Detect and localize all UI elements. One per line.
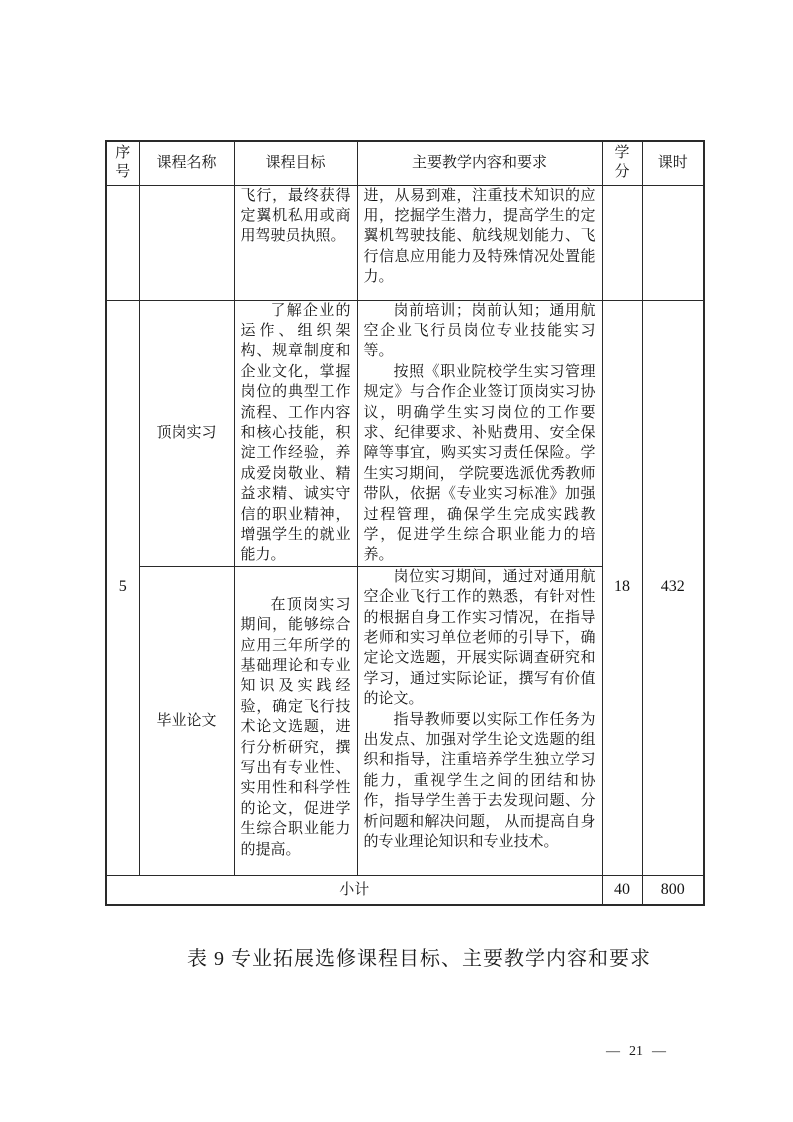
internship-content-cell — [357, 300, 602, 566]
table-caption: 表 9 专业拓展选修课程目标、主要教学内容和要求 — [187, 948, 651, 970]
continuation-course-name-cell — [139, 185, 234, 300]
row5-hours-cell: 432 — [642, 300, 704, 875]
header-objective — [234, 141, 357, 185]
internship-objective-cell — [234, 300, 357, 566]
row5-seq-cell: 5 — [106, 300, 139, 875]
header-course-name — [139, 141, 234, 185]
continuation-seq-cell — [106, 185, 139, 300]
header-content-label: 主要教学内容和要求 — [411, 155, 547, 172]
header-seq-label: 序号 — [115, 145, 131, 181]
thesis-content-p1: 岗位实习期间，通过对通用航空企业飞行工作的熟悉，有针对性的根据自身工作实习情况，在指导老师和实习单位老师的引导下，确定论文选题，开展实际调查研究和学习，通过实际论证，撰写有价值的论文。 — [363, 568, 596, 708]
page-number: 21 — [629, 1044, 643, 1059]
header-credits-label: 学分 — [614, 145, 630, 181]
internship-objective-text: 了解企业的运作、组织架构、规章制度和企业文化，掌握岗位的典型工作流程、工作内容和核心技能，积淀工作经验，养成爱岗敬业、精益求精、诚实守信的职业精神，增强学生的就业能力。 — [240, 302, 351, 564]
footer-right-dash: — — [652, 1044, 666, 1059]
page-footer — [606, 1044, 666, 1060]
subtotal-hours-cell: 800 — [642, 875, 704, 905]
continuation-hours-cell — [642, 185, 704, 300]
row5-credits-cell: 18 — [602, 300, 642, 875]
thesis-objective-cell — [234, 566, 357, 875]
continuation-objective-text: 飞行，最终获得定翼机私用或商用驾驶员执照。 — [240, 187, 351, 245]
table-header-row — [106, 141, 704, 185]
curriculum-table — [105, 140, 705, 906]
subtotal-label-cell: 小计 — [106, 875, 602, 905]
table-row-continuation — [106, 185, 704, 300]
internship-content-p2: 按照《职业院校学生实习管理规定》与合作企业签订顶岗实习协议，明确学生实习岗位的工作要求、纪律要求、补贴费用、安全保障等事宜，购买实习责任保险。学生实习期间， 学院要选派优秀教师带队，依据《专业实习标准》加强过程管理，确保学生完成实践教学，促进学生综合职业能力的培养。 — [363, 363, 596, 564]
thesis-course-name-cell: 毕业论文 — [139, 566, 234, 875]
thesis-content-p2: 指导教师要以实际工作任务为出发点、加强对学生论文选题的组织和指导，注重培养学生独立学习能力，重视学生之间的团结和协作，指导学生善于去发现问题、分析问题和解决问题， 从而提高自身的专业理论知识和专业技术。 — [363, 711, 596, 851]
continuation-credits-cell — [602, 185, 642, 300]
internship-course-name-cell: 顶岗实习 — [139, 300, 234, 566]
header-credits — [602, 141, 642, 185]
continuation-content-text: 进，从易到难，注重技术知识的应用，挖掘学生潜力，提高学生的定翼机驾驶技能、航线规划能力、飞行信息应用能力及特殊情况处置能力。 — [363, 187, 596, 286]
header-hours — [642, 141, 704, 185]
footer-left-dash: — — [606, 1044, 620, 1059]
thesis-objective-text: 在顶岗实习期间，能够综合应用三年所学的基础理论和专业知识及实践经验，确定飞行技术论文选题，进行分析研究，撰写出有专业性、实用性和科学性的论文，促进学生综合职业能力的提高。 — [240, 596, 351, 858]
subtotal-credits-cell: 40 — [602, 875, 642, 905]
continuation-objective-cell — [234, 185, 357, 300]
header-seq — [106, 141, 139, 185]
internship-content-p1: 岗前培训；岗前认知；通用航空企业飞行员岗位专业技能实习等。 — [363, 302, 596, 360]
table-row-subtotal — [106, 875, 704, 905]
thesis-content-cell — [357, 566, 602, 875]
header-course-name-label: 课程名称 — [156, 155, 217, 172]
header-hours-label: 课时 — [657, 155, 688, 172]
continuation-content-cell — [357, 185, 602, 300]
header-objective-label: 课程目标 — [265, 155, 326, 172]
header-content — [357, 141, 602, 185]
table-row-internship — [106, 300, 704, 566]
